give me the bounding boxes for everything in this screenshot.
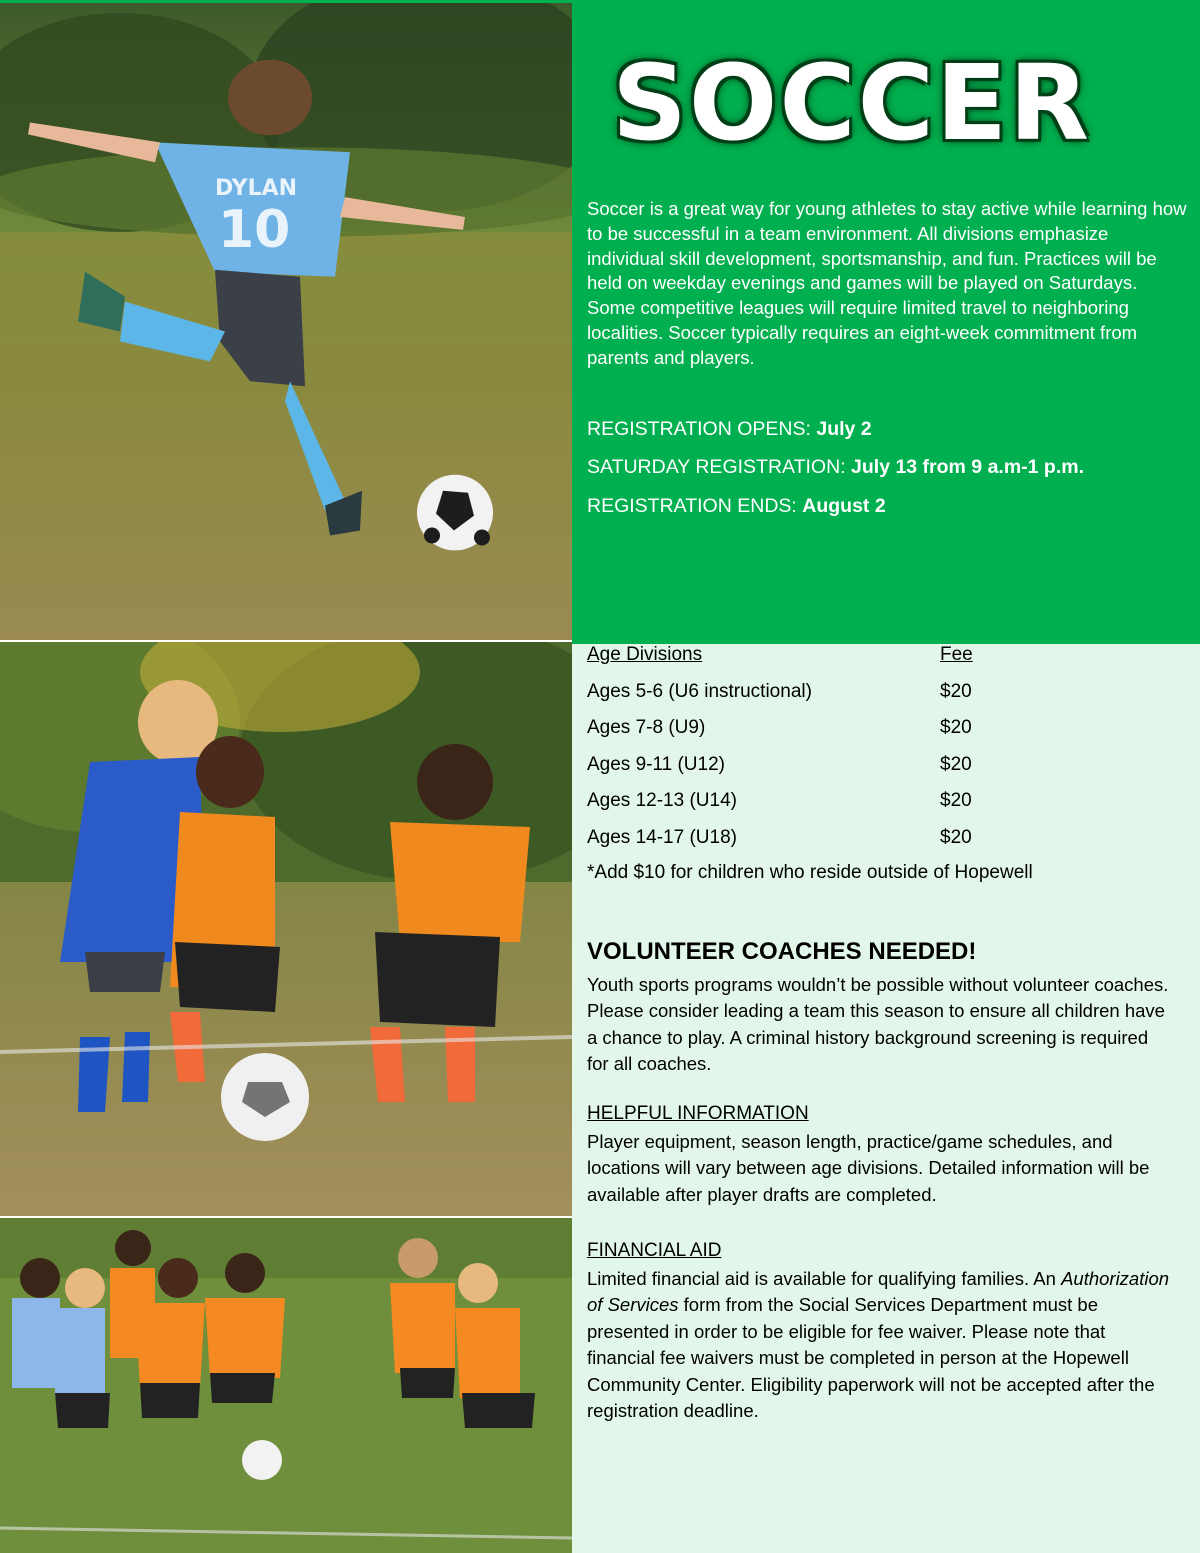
fee-row xyxy=(587,827,1147,864)
financial-aid-form-name: Authorization of Services xyxy=(587,1268,1170,1316)
registration-opens xyxy=(587,418,1187,441)
photo-team-running-illustration xyxy=(0,1218,572,1553)
photo-kids-dribbling-illustration xyxy=(0,642,572,1216)
fee-header-division: Age Divisions xyxy=(587,644,703,665)
photo-kids-dribbling xyxy=(0,642,572,1216)
fee-row-division: Ages 7-8 (U9) xyxy=(587,717,706,738)
fee-row-amount: $20 xyxy=(940,717,972,738)
intro-paragraph: Soccer is a great way for young athletes to stay active while learning how to be successful in a team environment. All divisions emphasize individual skill development, sportsmanship, and fun. Practices will be held on weekday evenings and games will be played on Saturdays. Some competitive leagues will require limited travel to neighboring localities. Soccer typically requires an eight-week commitment from parents and players. xyxy=(587,198,1187,368)
registration-saturday-label: SATURDAY REGISTRATION: xyxy=(587,456,852,478)
fee-row-division: Ages 5-6 (U6 instructional) xyxy=(587,680,812,702)
fee-row-division: Ages 12-13 (U14) xyxy=(587,790,737,811)
financial-aid-text-start: Limited financial aid is available for qualifying families. An xyxy=(587,1268,1062,1289)
fee-row xyxy=(587,790,1147,827)
registration-saturday xyxy=(587,456,1187,479)
registration-ends-value: August 2 xyxy=(802,495,886,517)
registration-saturday-value: July 13 from 9 a.m-1 p.m. xyxy=(851,456,1085,478)
fee-row-division: Ages 14-17 (U18) xyxy=(587,826,737,848)
fee-row xyxy=(587,754,1147,791)
fee-row-amount: $20 xyxy=(940,826,972,848)
registration-ends-label: REGISTRATION ENDS: xyxy=(587,495,803,517)
registration-ends xyxy=(587,495,1187,518)
fee-row-amount: $20 xyxy=(940,753,972,775)
photo-team-running xyxy=(0,1218,572,1553)
page-title: SOCCER xyxy=(612,42,1092,164)
fee-row-amount: $20 xyxy=(940,790,972,811)
coaches-heading: VOLUNTEER COACHES NEEDED! xyxy=(587,938,977,965)
jersey-number: 10 xyxy=(218,199,291,260)
registration-opens-label: REGISTRATION OPENS: xyxy=(587,418,817,440)
fee-header-fee: Fee xyxy=(940,644,973,665)
financial-aid-text-end: form from the Social Services Department must be presented in order to be eligible for fee waiver. Please note that financial fee waivers must be completed in person at the Hopewell Community Center. Eligibility paperwork will not be accepted after the registration deadline. xyxy=(587,1294,1155,1422)
financial-aid-paragraph xyxy=(587,1266,1172,1424)
photo-boy-kicking-ball-illustration xyxy=(0,3,572,640)
intro-panel xyxy=(572,0,1200,644)
jersey-name: DYLAN xyxy=(215,176,298,202)
details-panel xyxy=(572,644,1200,1553)
fee-table xyxy=(587,644,1147,863)
photo-boy-kicking-ball xyxy=(0,0,572,640)
fee-row xyxy=(587,681,1147,718)
fee-note: *Add $10 for children who reside outside of Hopewell xyxy=(587,862,1033,883)
fee-row-amount: $20 xyxy=(940,680,972,702)
fee-row-division: Ages 9-11 (U12) xyxy=(587,753,725,775)
registration-opens-value: July 2 xyxy=(816,418,872,440)
fee-row xyxy=(587,717,1147,754)
financial-aid-heading: FINANCIAL AID xyxy=(587,1240,722,1261)
helpful-info-paragraph: Player equipment, season length, practice/game schedules, and locations will vary between age divisions. Detailed information will be available after player drafts are completed. xyxy=(587,1131,1150,1205)
fee-table-header xyxy=(587,644,1147,681)
helpful-info-heading: HELPFUL INFORMATION xyxy=(587,1103,809,1124)
coaches-paragraph: Youth sports programs wouldn’t be possible without volunteer coaches. Please consider leading a team this season to ensure all children have a chance to play. A criminal history background screening is required for all coaches. xyxy=(587,974,1169,1075)
